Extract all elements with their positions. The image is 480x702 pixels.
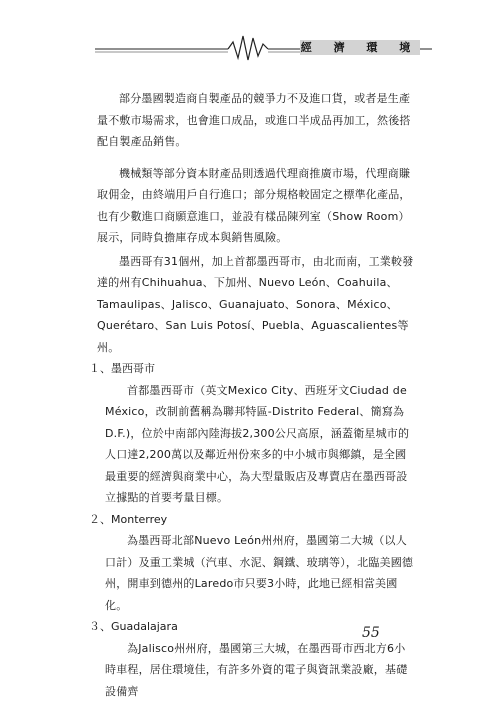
item-body-mexico-city: 首都墨西哥市（英文Mexico City、西班牙文Ciudad de México，改制前舊稱為聯邦特區-Distrito Federal、簡寫為D.F.)，位於中南部內陸海拔2,300公尺高原，涵蓋衛星城市的人口達2,200萬以及鄰近州份來多的中小城市與鄉鎮，是全國最重要的經濟與商業中心，為大型量販店及專賣店在墨西哥設立據點的首要考量目標。 bbox=[97, 380, 415, 509]
paragraph-import-products: 部分墨國製造商自製產品的競爭力不及進口貨，或者是生產量不敷市場需求，也會進口成品，或進口半成品再加工，然後搭配自製產品銷售。 bbox=[97, 88, 415, 153]
item-body-monterrey: 為墨西哥北部Nuevo León州州府，墨國第二大城（以人口計）及重工業城（汽車、水泥、鋼鐵、玻璃等），北臨美國德州，開車到德州的Laredo市只要3小時，此地已經相當美國化。 bbox=[97, 530, 415, 616]
page-number: 55 bbox=[362, 625, 380, 641]
heartbeat-line-icon bbox=[0, 0, 480, 70]
section-title: 經 濟 環 境 bbox=[300, 40, 420, 55]
item-heading-mexico-city: １、墨西哥市 bbox=[89, 358, 415, 380]
paragraph-capital-goods: 機械類等部分資本財產品則透過代理商推廣市場，代理商賺取佣金，由終端用戶自行進口；部分規格較固定之標準化產品，也有少數進口商願意進口，並設有樣品陳列室（Show Room）展示，同時負擔庫存成本與銷售風險。 bbox=[97, 163, 415, 249]
item-heading-monterrey: ２、Monterrey bbox=[89, 509, 415, 531]
document-body bbox=[97, 88, 415, 702]
paragraph-industrial-states: 墨西哥有31個州，加上首都墨西哥市，由北而南，工業較發達的州有Chihuahua、下加州、Nuevo León、Coahuila、Tamaulipas、Jalisco、Guanajuato、Sonora、México、Querétaro、San Luis Potosí、Puebla、Aguascalientes等州。 bbox=[97, 251, 415, 359]
item-heading-guadalajara: ３、Guadalajara bbox=[89, 616, 415, 638]
item-body-guadalajara: 為Jalisco州州府，墨國第三大城，在墨西哥市西北方6小時車程，居住環境佳，有許多外資的電子與資訊業設廠，基礎設備齊 bbox=[97, 638, 415, 702]
page-header bbox=[0, 0, 480, 70]
